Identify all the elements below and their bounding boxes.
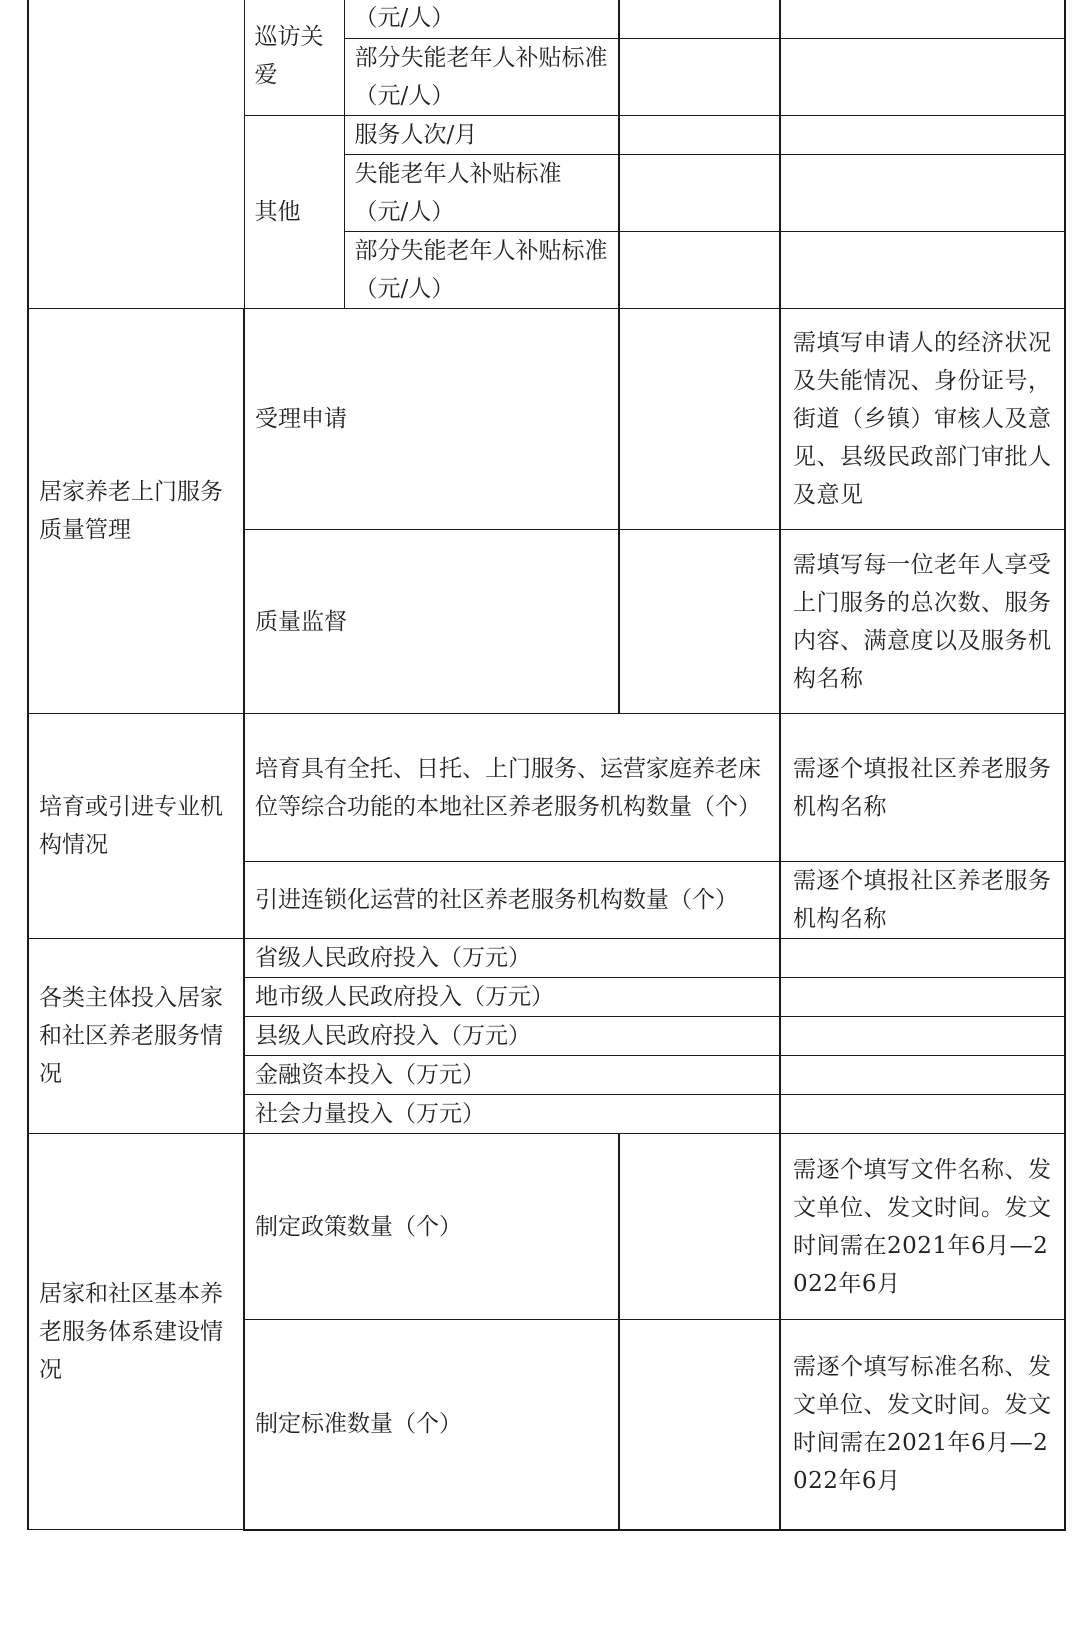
item-cell: 服务人次/月 — [344, 116, 619, 155]
item-cell: 县级人民政府投入（万元） — [244, 1017, 780, 1056]
note-cell: 需逐个填报社区养老服务机构名称 — [780, 714, 1065, 862]
item-cell: 制定标准数量（个） — [244, 1320, 619, 1530]
section-label-home-care-quality: 居家养老上门服务质量管理 — [28, 309, 244, 714]
item-cell: 受理申请 — [244, 309, 619, 530]
item-cell: 质量监督 — [244, 530, 619, 714]
note-cell: 需填写申请人的经济状况及失能情况、身份证号，街道（乡镇）审核人及意见、县级民政部门审批人及意见 — [780, 309, 1065, 530]
note-cell — [780, 232, 1065, 309]
note-cell — [780, 978, 1065, 1017]
subgroup-label-visiting: 巡访关爱 — [244, 0, 344, 116]
item-cell: 部分失能老年人补贴标准（元/人） — [344, 232, 619, 309]
section-label-system-building: 居家和社区基本养老服务体系建设情况 — [28, 1134, 244, 1530]
value-cell — [619, 530, 780, 714]
note-cell — [780, 39, 1065, 116]
table-row — [28, 939, 1065, 978]
note-cell — [780, 0, 1065, 39]
note-cell: 需逐个填报社区养老服务机构名称 — [780, 862, 1065, 939]
table-row — [28, 309, 1065, 530]
value-cell — [619, 0, 780, 39]
item-cell: 失能老年人补贴标准（元/人） — [344, 155, 619, 232]
item-cell: 地市级人民政府投入（万元） — [244, 978, 780, 1017]
value-cell — [619, 1134, 780, 1320]
table-row — [28, 0, 1065, 39]
note-cell: 需填写每一位老年人享受上门服务的总次数、服务内容、满意度以及服务机构名称 — [780, 530, 1065, 714]
item-cell: 省级人民政府投入（万元） — [244, 939, 780, 978]
section-cell-continued — [28, 0, 244, 309]
note-cell — [780, 1017, 1065, 1056]
note-cell — [780, 939, 1065, 978]
value-cell — [619, 232, 780, 309]
item-cell: 社会力量投入（万元） — [244, 1095, 780, 1134]
item-cell: 金融资本投入（万元） — [244, 1056, 780, 1095]
value-cell — [619, 39, 780, 116]
note-cell — [780, 155, 1065, 232]
table-row — [28, 714, 1065, 862]
value-cell — [619, 1320, 780, 1530]
note-cell — [780, 1095, 1065, 1134]
note-cell: 需逐个填写标准名称、发文单位、发文时间。发文时间需在2021年6月—2022年6月 — [780, 1320, 1065, 1530]
item-cell: 培育具有全托、日托、上门服务、运营家庭养老床位等综合功能的本地社区养老服务机构数量（个） — [244, 714, 780, 862]
note-cell — [780, 1056, 1065, 1095]
value-cell — [619, 309, 780, 530]
item-cell: 部分失能老年人补贴标准（元/人） — [344, 39, 619, 116]
subgroup-label-other: 其他 — [244, 116, 344, 309]
item-cell: 引进连锁化运营的社区养老服务机构数量（个） — [244, 862, 780, 939]
item-cell: 制定政策数量（个） — [244, 1134, 619, 1320]
section-label-institutions: 培育或引进专业机构情况 — [28, 714, 244, 939]
elderly-care-report-table — [27, 0, 1066, 1531]
note-cell — [780, 116, 1065, 155]
table-row — [28, 1134, 1065, 1320]
value-cell — [619, 155, 780, 232]
note-cell: 需逐个填写文件名称、发文单位、发文时间。发文时间需在2021年6月—2022年6月 — [780, 1134, 1065, 1320]
item-cell: （元/人） — [344, 0, 619, 39]
value-cell — [619, 116, 780, 155]
section-label-investment: 各类主体投入居家和社区养老服务情况 — [28, 939, 244, 1134]
